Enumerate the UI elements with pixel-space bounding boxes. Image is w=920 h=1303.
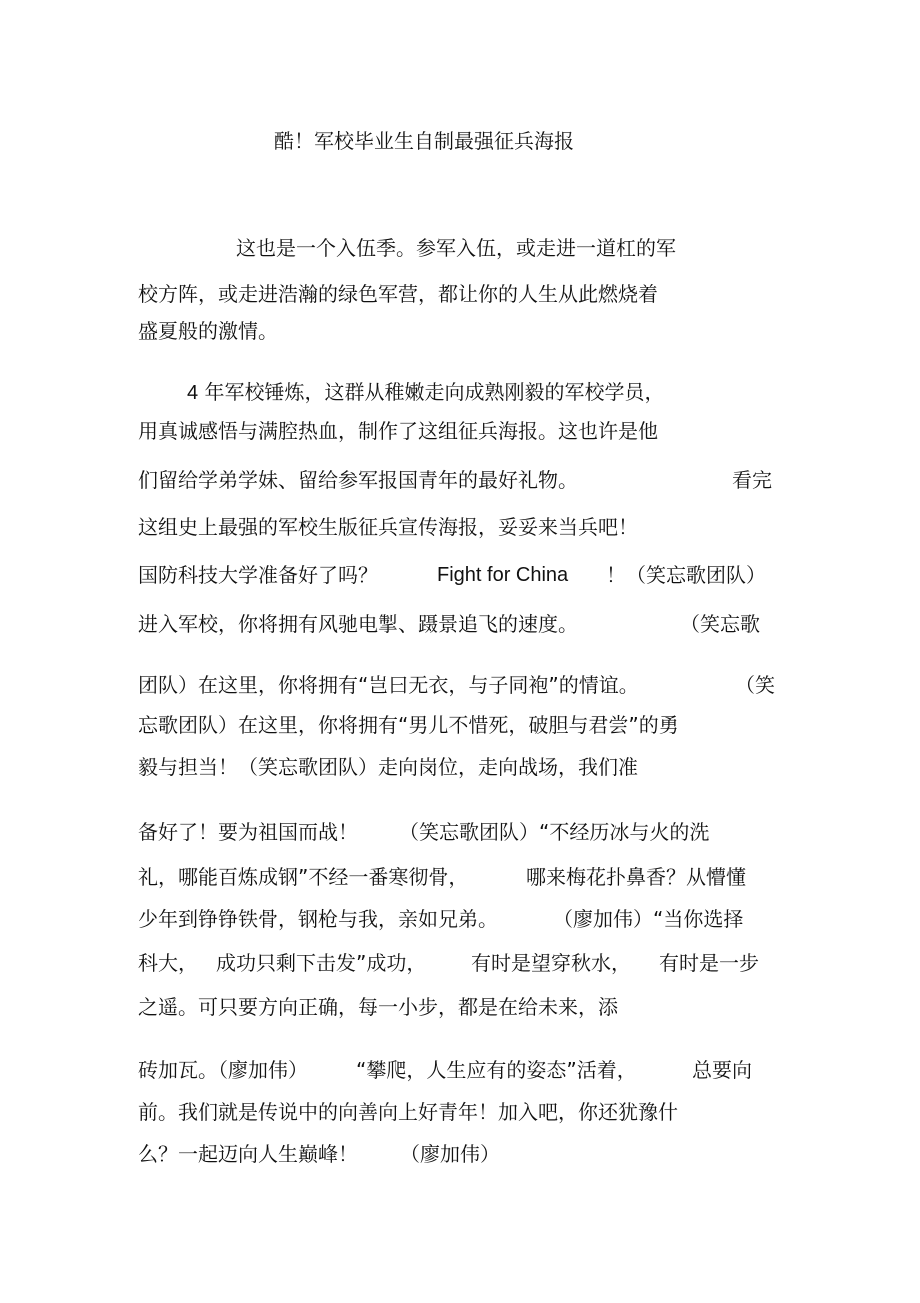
- text-line: 团队）在这里，你将拥有“岂曰无衣，与子同袍”的情谊。: [138, 673, 639, 697]
- text-line: 么？一起迈向人生巅峰！: [138, 1142, 358, 1166]
- text-line: 备好了！要为祖国而战！: [138, 820, 358, 844]
- text-line: 砖加瓦。（廖加伟）: [138, 1058, 308, 1082]
- text-line: 忘歌团队）在这里，你将拥有“男儿不惜死，破胆与君尝”的勇: [138, 713, 679, 737]
- text-segment: 有时是一步: [659, 951, 759, 975]
- text-segment: 看完: [732, 468, 772, 492]
- text-segment: （廖加伟）“当你选择: [553, 907, 744, 931]
- text-segment: （笑: [735, 673, 775, 697]
- text-line: 们留给学弟学妹、留给参军报国青年的最好礼物。: [138, 468, 578, 492]
- text-segment: 总要向: [692, 1058, 752, 1082]
- text-line: 这也是一个入伍季。参军入伍，或走进一道杠的军: [236, 236, 676, 260]
- text-segment: 年军校锤炼，这群从稚嫩走向成熟刚毅的军校学员，: [204, 380, 665, 404]
- text-line: 用真诚感悟与满腔热血，制作了这组征兵海报。这也许是他: [138, 419, 658, 443]
- text-line: 盛夏般的激情。: [138, 319, 278, 343]
- text-line: 国防科技大学准备好了吗？: [138, 563, 378, 587]
- document-title: 酷！军校毕业生自制最强征兵海报: [274, 129, 574, 153]
- number-text: 4: [187, 382, 199, 404]
- text-line: 这组史上最强的军校生版征兵宣传海报，妥妥来当兵吧！: [138, 515, 638, 539]
- text-segment: （笑忘歌: [680, 612, 760, 636]
- text-segment: “攀爬，人生应有的姿态”活着，: [356, 1058, 637, 1082]
- text-line: 毅与担当！（笑忘歌团队）走向岗位，走向战场，我们准: [138, 755, 638, 779]
- text-segment: ！（笑忘歌团队）: [606, 563, 766, 587]
- text-line: 礼，哪能百炼成钢”不经一番寒彻骨，: [138, 865, 469, 889]
- text-line: 前。我们就是传说中的向善向上好青年！加入吧，你还犹豫什: [138, 1100, 678, 1124]
- text-segment: 有时是望穿秋水，: [471, 951, 631, 975]
- text-segment: 成功只剩下击发”成功，: [216, 951, 427, 975]
- text-segment: （廖加伟）: [400, 1142, 500, 1166]
- english-text: Fight for China: [437, 564, 569, 586]
- text-line: 科大，: [138, 951, 198, 975]
- text-line: [187, 377, 664, 408]
- text-line: 少年到铮铮铁骨，钢枪与我，亲如兄弟。: [138, 907, 498, 931]
- text-line: 之遥。可只要方向正确，每一小步，都是在给未来，添: [138, 995, 618, 1019]
- text-line: 进入军校，你将拥有风驰电掣、蹑景追飞的速度。: [138, 612, 578, 636]
- text-segment: （笑忘歌团队）“不经历冰与火的洗: [399, 820, 710, 844]
- text-segment: 哪来梅花扑鼻香？从懵懂: [526, 865, 746, 889]
- text-line: 校方阵，或走进浩瀚的绿色军营，都让你的人生从此燃烧着: [138, 282, 658, 306]
